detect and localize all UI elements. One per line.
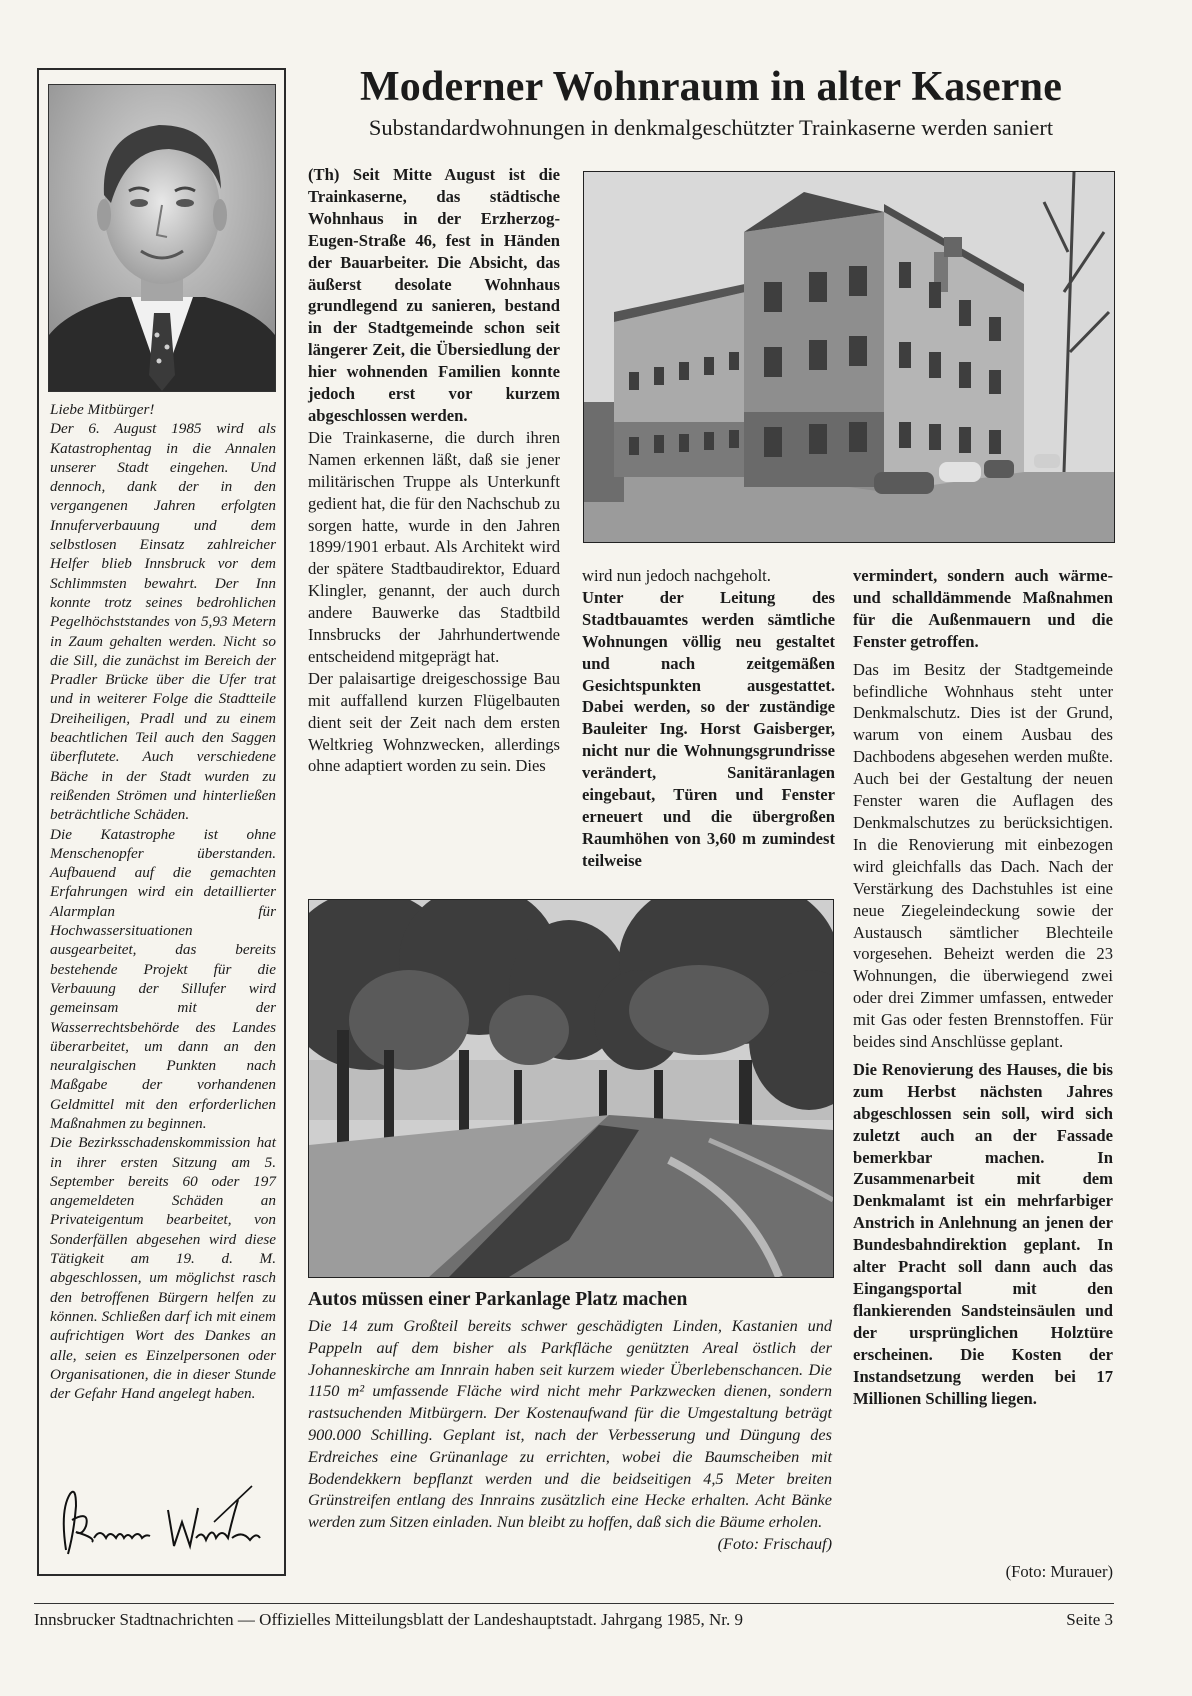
article-paragraph-bold: Unter der Leitung des Stadtbauamtes werden sämtliche Wohnungen völlig neu gestaltet und nach zeitgemäßen Gesichtspunkten ausgestattet. Dabei werden, so der zuständige Bauleiter Ing. Horst Gaisberger, nicht nur die Wohnungsgrundrisse verändert, Sanitäranlagen eingebaut, Türen und Fenster erneuert und die übergroßen Raumhöhen von 3,60 m zumindest teilweise xyxy=(582,587,835,870)
headline-subtitle: Substandardwohnungen in denkmalgeschützter Trainkaserne werden saniert xyxy=(368,115,1054,140)
article-paragraph: Der palaisartige dreigeschossige Bau mit auffallend kurzen Flügelbauten dient seit der Zeit nach dem ersten Weltkrieg Wohnzwecken, allerdings ohne adaptiert worden zu sein. Dies xyxy=(308,668,560,776)
photo-credit-frischauf: (Foto: Frischauf) xyxy=(717,1533,832,1553)
letter-paragraph: Die Katastrophe ist ohne Menschenopfer überstanden. Aufbauend auf die gemachten Erfahrungen wird ein detaillierter Alarmplan für Hochwassersituationen ausgearbeitet, das bereits bestehende Projekt für die Verbauung der Sillufer wird gemeinsam mit der Wasserrechtsbehörde des Landes überarbeitet, um dann an den neuralgischen Punkten nach Maßgabe der vorhandenen Geldmittel mit den erforderlichen Maßnahmen zu beginnen. xyxy=(50,825,276,1132)
article-column-3 xyxy=(853,565,1113,1409)
headline-title: Moderner Wohnraum in alter Kaserne xyxy=(359,64,1063,110)
handwritten-signature xyxy=(46,1480,278,1562)
article-paragraph: wird nun jedoch nachgeholt. xyxy=(582,566,771,585)
mayor-portrait-photo xyxy=(48,84,276,392)
article-paragraph-bold: Die Renovierung des Hauses, die bis zum Herbst nächsten Jahres abgeschlossen sein soll, wird sich zuletzt auch an der Fassade bemerkbar machen. In Zusammenarbeit mit dem Denkmalamt ist ein mehrfarbiger Anstrich in Anlehnung an jenen der Bundesbahndirektion geplant. In alter Pracht soll dann auch das Eingangsportal mit den flankierenden Sandsteinsäulen und der ursprünglichen Holztüre erscheinen. Die Kosten der Instandsetzung werden bei 17 Millionen Schilling liegen. xyxy=(853,1059,1113,1408)
park-trees-photo xyxy=(308,899,834,1278)
park-caption-text: Die 14 zum Großteil bereits schwer geschädigten Linden, Kastanien und Pappeln auf dem bisher als Parkfläche genützten Areal östlich der Johanneskirche am Innrain haben seit kurzem wieder Überlebenschancen. Die 1150 m² umfassende Fläche wird nicht mehr Parkzwecken dienen, sondern rastsuchenden Mitbürgern. Der Kostenaufwand für die Umgestaltung beträgt 900.000 Schilling. Geplant ist, nach der Verbesserung und Düngung des Erdreiches eine Grünanlage zu errichten, wobei die Baumscheiben mit Bodendekkern bepflanzt werden und die beidseitigen 4,5 Meter breiten Grünstreifen entlang des Innrains zusätzlich eine Hecke erhalten. Acht Bänke werden zum Sitzen einladen. Nun bleibt zu hoffen, daß sich die Bäume erholen. xyxy=(308,1316,832,1532)
barracks-building-photo xyxy=(583,171,1115,543)
article-paragraph: Die Trainkaserne, die durch ihren Namen erkennen läßt, daß sie jener militärischen Truppe als Unterkunft gedient hat, die für den Nachschub zu sorgen hatte, wurde in den Jahren 1899/1901 erbaut. Als Architekt wird der spätere Stadtbaudirektor, Eduard Klingler, genannt, der auch durch andere Bauwerke das Stadtbild Innsbrucks der Jahrhundertwende entscheidend mitgeprägt hat. xyxy=(308,427,560,666)
letter-salutation: Liebe Mitbürger! xyxy=(50,401,155,418)
page-number: Seite 3 xyxy=(1066,1610,1113,1629)
article-column-1 xyxy=(308,164,560,777)
article-lead: (Th) Seit Mitte August ist die Trainkaserne, das städtische Wohnhaus in der Erzherzog-Eugen-Straße 46, fest in Händen der Bauarbeiter. Die Absicht, das äußerst desolate Wohnhaus grundlegend zu sanieren, bestand in der Stadtgemeinde schon seit längerer Zeit, die Übersiedlung der hier wohnenden Familien konnte jedoch erst vor kurzem abgeschlossen werden. xyxy=(308,165,560,425)
article-column-2 xyxy=(582,565,835,872)
mayor-letter xyxy=(50,400,276,1403)
article-paragraph: Das im Besitz der Stadtgemeinde befindliche Wohnhaus steht unter Denkmalschutz. Dies ist der Grund, warum von einem Ausbau des Dachbodens abgesehen werden mußte. Auch bei der Gestaltung der neuen Fenster waren die Auflagen des Denkmalschutzes zu berücksichtigen. In die Renovierung mit einbezogen wird gleichfalls das Dach. Nach der Verstärkung des Dachstuhles ist eine neue Ziegeleindeckung sowie der Austausch sämtlicher Blechteile vorgesehen. Beheizt werden die 23 Wohnungen, die überwiegend zwei oder drei Zimmer umfassen, entweder mit Gas oder festen Brennstoffen. Für beides sind Anschlüsse geplant. xyxy=(853,659,1113,1052)
article-paragraph-bold: vermindert, sondern auch wärme- und schalldämmende Maßnahmen für die Außenmauern und die Fenster getroffen. xyxy=(853,566,1113,651)
photo-credit-murauer: (Foto: Murauer) xyxy=(1005,1562,1113,1581)
letter-paragraph: Die Bezirksschadenskommission hat in ihrer ersten Sitzung am 5. September bereits 60 oder 197 angemeldeten Schäden an Privateigentum bearbeitet, von Sonderfällen abgesehen wird diese Tätigkeit am 19. d. M. abgeschlossen, um möglichst rasch den betroffenen Bürgern helfen zu können. Schließen darf ich mit einem aufrichtigen Wort des Dankes an alle, seien es Einzelpersonen oder Organisationen, die in dieser Stunde der Gefahr Hand angelegt haben. xyxy=(50,1134,276,1403)
park-caption-heading: Autos müssen einer Parkanlage Platz machen xyxy=(308,1289,688,1310)
letter-paragraph: Der 6. August 1985 wird als Katastrophentag in die Annalen unserer Stadt eingehen. Und dennoch, dank der in den vergangenen Jahren erfolgten Innuferverbauung und dem selbstlosen Einsatz zahlreicher Helfer blieb Innsbruck vor dem Schlimmsten bewahrt. Der Inn konnte trotz seines bedrohlichen Pegelhöchststandes von 5,93 Metern in Zaum gehalten werden. Nicht so die Sill, die zunächst im Bereich der Pradler Brücke über die Ufer trat und in weiterer Folge die Stadtteile Dreiheiligen, Pradl und zu einem beachtlichen Teil auch den Saggen überflutete. Auch verschiedene Bäche in der Stadt wurden zu reißenden Strömen und hinterließen beträchtliche Schäden. xyxy=(50,420,276,824)
footer-divider xyxy=(34,1603,1114,1604)
footer-publication: Innsbrucker Stadtnachrichten — Offizielles Mitteilungsblatt der Landeshauptstadt. Jahrgang 1985, Nr. 9 xyxy=(34,1610,743,1629)
park-caption xyxy=(308,1315,832,1555)
